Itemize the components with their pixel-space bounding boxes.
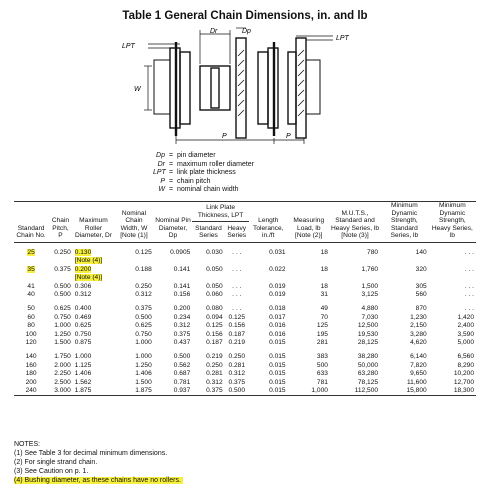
table-cell: [114, 274, 154, 282]
table-cell: [288, 274, 330, 282]
table-cell: 0.500: [173, 353, 191, 361]
table-cell: 0.281: [206, 370, 223, 378]
table-cell: 0.019: [269, 282, 286, 290]
table-cell: 1,420: [457, 313, 474, 321]
table-cell: 0.019: [269, 291, 286, 298]
table-cell: . . .: [464, 282, 474, 290]
table-cell: [288, 257, 330, 265]
table-cell: [429, 274, 476, 282]
table-cell: 0.125: [206, 322, 223, 330]
table-cell: 383: [316, 353, 328, 361]
table-cell: 10,200: [453, 370, 474, 378]
legend-description: chain pitch: [177, 177, 211, 185]
table-cell: 0.437: [173, 339, 191, 347]
table-cell: 4,880: [361, 305, 379, 313]
table-cell: 0.017: [269, 313, 286, 321]
table-cell: 0.080: [206, 305, 223, 313]
table-cell: 0.188: [135, 265, 152, 273]
legend-row: Dr = maximum roller diameter: [153, 161, 254, 170]
table-cell: 0.281: [228, 361, 246, 369]
table-row: [14, 291, 476, 299]
legend-description: pin diameter: [177, 152, 216, 159]
note-item: [14, 477, 183, 486]
table-cell: 0.219: [206, 353, 223, 361]
table-cell: 18: [320, 248, 328, 256]
table-cell: 1.750: [54, 353, 71, 361]
label-lpt-right: LPT: [336, 35, 349, 42]
table-cell: [249, 257, 288, 265]
table-cell: 0.015: [269, 339, 286, 347]
legend-symbol: W: [158, 186, 165, 194]
table-cell: 7,820: [410, 361, 427, 369]
table-cell: 12,700: [453, 378, 474, 386]
table-cell: 0.375: [228, 378, 246, 386]
legend-symbol: P: [160, 177, 165, 185]
col-header: Standard Series: [192, 222, 224, 242]
table-cell: 78,125: [357, 378, 379, 386]
table-cell: 140: [415, 248, 427, 256]
table-cell: 50,000: [357, 361, 379, 369]
table-cell: 0.141: [173, 282, 191, 290]
table-cell: 500: [316, 361, 328, 369]
table-cell: [14, 249, 48, 257]
table-cell: 2.000: [54, 361, 71, 369]
table-cell: 0.625: [54, 305, 71, 313]
table-cell: 1.250: [135, 361, 152, 369]
note-text: (1) See Table 3 for decimal minimum dimensions.: [14, 449, 168, 457]
table-row: [14, 379, 476, 387]
table-cell: 180: [25, 370, 37, 378]
legend-row: W = nominal chain width: [153, 186, 254, 195]
notes-section: [14, 441, 183, 486]
table-cell: 49: [320, 305, 328, 313]
table-cell: 1.125: [74, 361, 92, 369]
table-cell: 0.156: [206, 330, 223, 338]
table-cell: 6,560: [457, 353, 474, 361]
table-row: [14, 314, 476, 322]
table-cell: 1,000: [288, 387, 330, 396]
table-cell: 0.141: [173, 265, 191, 273]
note-text: (3) See Caution on p. 1.: [14, 467, 89, 475]
legend-row: Dp = pin diameter: [153, 152, 254, 161]
table-cell: 0.125: [135, 248, 152, 256]
table-cell: 0.125: [228, 313, 246, 321]
table-cell: [114, 257, 154, 265]
col-header: Standard Chain No.: [14, 202, 48, 243]
table-cell: 0.875: [74, 339, 92, 347]
table-cell: [225, 257, 249, 265]
table-cell: 0.0905: [170, 248, 191, 256]
table-cell: 31: [320, 291, 328, 298]
legend-symbol: LPT: [153, 169, 166, 177]
group-header: Link Plate Thickness, LPT: [192, 202, 249, 222]
table-cell: [48, 274, 73, 282]
col-header: Maximum Roller Diameter, Dr: [73, 202, 114, 243]
table-cell: 781: [316, 378, 328, 386]
table-cell: 0.312: [74, 291, 92, 298]
table-cell: 2.500: [54, 378, 71, 386]
table-cell: 0.400: [74, 305, 92, 313]
table-cell: [330, 274, 380, 282]
table-cell: 0.781: [173, 378, 191, 386]
table-cell: 1.562: [74, 378, 92, 386]
table-cell: 1.875: [73, 387, 114, 396]
table-cell: 0.750: [135, 330, 152, 338]
table-cell: 0.156: [228, 322, 246, 330]
table-cell: 0.312: [135, 291, 152, 298]
table-cell: 0.250: [135, 282, 152, 290]
table-cell: 1.406: [135, 370, 152, 378]
table-cell: 0.750: [74, 330, 92, 338]
table-cell: [249, 274, 288, 282]
table-cell: 0.687: [173, 370, 191, 378]
note-item: [14, 468, 183, 477]
table-cell: 9,650: [410, 370, 427, 378]
table-cell: 0.250: [228, 353, 246, 361]
table-cell: 3,125: [361, 291, 379, 298]
note-ref-row: [14, 274, 476, 282]
table-cell: 40: [27, 291, 35, 298]
table-cell: 320: [415, 265, 427, 273]
table-cell: 0.469: [74, 313, 92, 321]
note-text: (2) For single strand chain.: [14, 458, 98, 466]
label-lpt-left: LPT: [122, 43, 135, 50]
table-cell: 11,600: [407, 378, 427, 386]
chain-dimensions-table: [14, 201, 476, 396]
table-cell: 0.500: [225, 387, 249, 396]
table-cell: [48, 257, 73, 265]
table-cell: . . .: [232, 265, 242, 273]
table-cell: 0.030: [206, 248, 223, 256]
table-cell: 0.234: [173, 313, 191, 321]
table-cell: 0.625: [74, 322, 92, 330]
table-cell: 0.050: [206, 282, 223, 290]
table-cell: 0.500: [54, 282, 71, 290]
table-row: [14, 387, 476, 396]
table-cell: 0.312: [173, 322, 191, 330]
col-header: Length Tolerance, in./ft: [249, 202, 288, 243]
table-cell: [192, 257, 224, 265]
table-cell: 28,125: [357, 339, 379, 347]
table-cell: 5,000: [457, 339, 474, 347]
note-reference: [Note (4)]: [74, 257, 103, 265]
table-cell: 1,760: [361, 265, 379, 273]
table-cell: 2.250: [54, 370, 71, 378]
table-row: [14, 370, 476, 378]
col-header: Nominal Pin Diameter, Dp: [154, 202, 193, 243]
table-row: [14, 353, 476, 361]
symbol-legend: [153, 152, 254, 195]
label-w: W: [134, 86, 141, 93]
table-cell: 0.937: [154, 387, 193, 396]
legend-description: maximum roller diameter: [177, 160, 255, 168]
table-cell: 0.375: [173, 330, 191, 338]
table-cell: 3.000: [48, 387, 73, 396]
table-cell: 200: [25, 378, 37, 386]
table-cell: [380, 274, 429, 282]
col-header: Minimum Dynamic Strength, Heavy Series, lb: [429, 202, 476, 243]
table-cell: 140: [25, 353, 37, 361]
table-cell: [14, 266, 48, 274]
table-cell: 38,280: [357, 353, 379, 361]
table-cell: 1,500: [361, 282, 379, 290]
chain-diagram: [118, 26, 378, 146]
table-cell: 125: [316, 322, 328, 330]
table-cell: 112,500: [330, 387, 380, 396]
table-cell: 160: [25, 361, 37, 369]
table-cell: 0.250: [206, 361, 223, 369]
table-cell: . . .: [232, 282, 242, 290]
col-header: M.U.T.S., Standard and Heavy Series, lb [Note (3)]: [330, 202, 380, 243]
table-cell: 281: [316, 339, 328, 347]
table-cell: 41: [27, 282, 35, 290]
table-cell: 0.015: [269, 370, 286, 378]
table-cell: 1.500: [54, 339, 71, 347]
table-cell: 870: [415, 305, 427, 313]
table-cell: 0.015: [269, 378, 286, 386]
legend-symbol: Dp: [156, 152, 165, 159]
table-cell: 0.750: [54, 313, 71, 321]
table-cell: . . .: [464, 305, 474, 313]
table-cell: 0.060: [206, 291, 223, 298]
table-cell: 0.562: [173, 361, 191, 369]
col-header: Measuring Load, lb [Note (2)]: [288, 202, 330, 243]
note-text-highlighted: (4) Bushing diameter, as these chains have no rollers.: [14, 476, 181, 484]
label-dp: Dp: [242, 28, 251, 35]
label-p1: P: [222, 133, 227, 140]
highlighted-value: 25: [27, 248, 35, 256]
label-dr: Dr: [210, 28, 218, 35]
table-cell: 3,590: [457, 330, 474, 338]
label-p2: P: [286, 133, 291, 140]
table-cell: 18: [320, 265, 328, 273]
table-cell: 70: [320, 313, 328, 321]
table-cell: 780: [367, 248, 379, 256]
table-cell: 0.016: [269, 330, 286, 338]
table-cell: 15,800: [380, 387, 429, 396]
notes-heading: NOTES:: [14, 441, 41, 448]
table-cell: 0.016: [269, 322, 286, 330]
table-cell: [14, 274, 48, 282]
table-cell: [225, 274, 249, 282]
table-cell: . . .: [232, 248, 242, 256]
table-cell: 1.000: [135, 353, 152, 361]
table-cell: [14, 257, 48, 265]
table-cell: 19,530: [357, 330, 379, 338]
table-cell: 7,030: [361, 313, 379, 321]
table-cell: 0.200: [173, 305, 191, 313]
table-cell: 60: [27, 313, 35, 321]
note-reference: [Note (4)]: [74, 274, 103, 282]
table-cell: 1.000: [54, 322, 71, 330]
table-cell: 8,290: [457, 361, 474, 369]
table-row: [14, 339, 476, 347]
table-cell: 0.015: [249, 387, 288, 396]
table-cell: [429, 257, 476, 265]
table-cell: 0.375: [135, 305, 152, 313]
table-cell: 18,300: [429, 387, 476, 396]
table-cell: . . .: [464, 291, 474, 298]
table-cell: 0.500: [135, 313, 152, 321]
table-cell: 0.312: [228, 370, 246, 378]
table-cell: 0.500: [54, 291, 71, 298]
table-row: [14, 305, 476, 313]
highlighted-value: 35: [27, 265, 35, 273]
table-cell: 3,280: [410, 330, 427, 338]
table-cell: 0.015: [269, 353, 286, 361]
table-cell: . . .: [464, 248, 474, 256]
table-cell: [73, 274, 114, 282]
table-cell: 63,280: [357, 370, 379, 378]
legend-description: link plate thickness: [177, 169, 236, 177]
highlighted-value: 0.130: [74, 248, 92, 256]
table-cell: 0.094: [206, 313, 223, 321]
table-title: Table 1 General Chain Dimensions, in. and lb: [122, 10, 368, 22]
table-cell: 0.050: [206, 265, 223, 273]
table-cell: 0.306: [74, 282, 92, 290]
table-row: [14, 249, 476, 257]
highlighted-value: 0.200: [74, 265, 92, 273]
table-cell: 1.875: [114, 387, 154, 396]
note-item: [14, 459, 183, 468]
table-cell: 12,500: [357, 322, 379, 330]
table-cell: 6,140: [410, 353, 427, 361]
table-cell: 0.312: [206, 378, 223, 386]
table-cell: 0.031: [269, 248, 286, 256]
table-cell: 1.000: [74, 353, 92, 361]
table-cell: 0.018: [269, 305, 286, 313]
note-item: [14, 450, 183, 459]
table-cell: . . .: [232, 291, 242, 298]
table-cell: 2,400: [457, 322, 474, 330]
table-row: [14, 266, 476, 274]
table-cell: 80: [27, 322, 35, 330]
table-cell: 0.187: [228, 330, 246, 338]
col-header: Chain Pitch, P: [48, 202, 73, 243]
table-cell: . . .: [464, 265, 474, 273]
table-cell: 305: [415, 282, 427, 290]
table-cell: 50: [27, 305, 35, 313]
table-cell: 0.250: [54, 248, 71, 256]
table-cell: [192, 274, 224, 282]
table-row: [14, 283, 476, 291]
table-cell: 0.375: [54, 265, 71, 273]
table-cell: [330, 257, 380, 265]
table-cell: 0.375: [192, 387, 224, 396]
table-row: [14, 362, 476, 370]
col-header: Nominal Chain Width, W [Note (1)]: [114, 202, 154, 243]
table-cell: [154, 257, 193, 265]
table-cell: . . .: [232, 305, 242, 313]
table-cell: 100: [25, 330, 37, 338]
table-cell: [73, 266, 114, 274]
table-cell: 560: [415, 291, 427, 298]
legend-row: P = chain pitch: [153, 178, 254, 187]
col-header: Heavy Series: [225, 222, 249, 242]
note-ref-row: [14, 257, 476, 265]
table-cell: 1.406: [74, 370, 92, 378]
table-cell: 0.015: [269, 361, 286, 369]
legend-row: LPT = link plate thickness: [153, 169, 236, 177]
table-cell: 2,150: [410, 322, 427, 330]
table-cell: 1.250: [54, 330, 71, 338]
table-cell: 195: [316, 330, 328, 338]
table-cell: 0.022: [269, 265, 286, 273]
table-cell: 1.500: [135, 378, 152, 386]
table-cell: 18: [320, 282, 328, 290]
table-cell: 0.625: [135, 322, 152, 330]
table-cell: 240: [14, 387, 48, 396]
table-body: [14, 242, 476, 396]
table-cell: [73, 249, 114, 257]
table-cell: 0.187: [206, 339, 223, 347]
table-cell: 1,230: [410, 313, 427, 321]
table-cell: 4,620: [410, 339, 427, 347]
table-cell: [380, 257, 429, 265]
table-cell: 120: [25, 339, 37, 347]
table-cell: [154, 274, 193, 282]
col-header: Minimum Dynamic Strength, Standard Series, lb: [380, 202, 429, 243]
table-cell: 633: [316, 370, 328, 378]
table-row: [14, 331, 476, 339]
table-cell: 0.219: [228, 339, 246, 347]
table-cell: 0.156: [173, 291, 191, 298]
table-cell: 1.000: [135, 339, 152, 347]
legend-symbol: Dr: [157, 160, 165, 168]
legend-description: nominal chain width: [177, 186, 239, 194]
table-row: [14, 322, 476, 330]
table-cell: [73, 257, 114, 265]
